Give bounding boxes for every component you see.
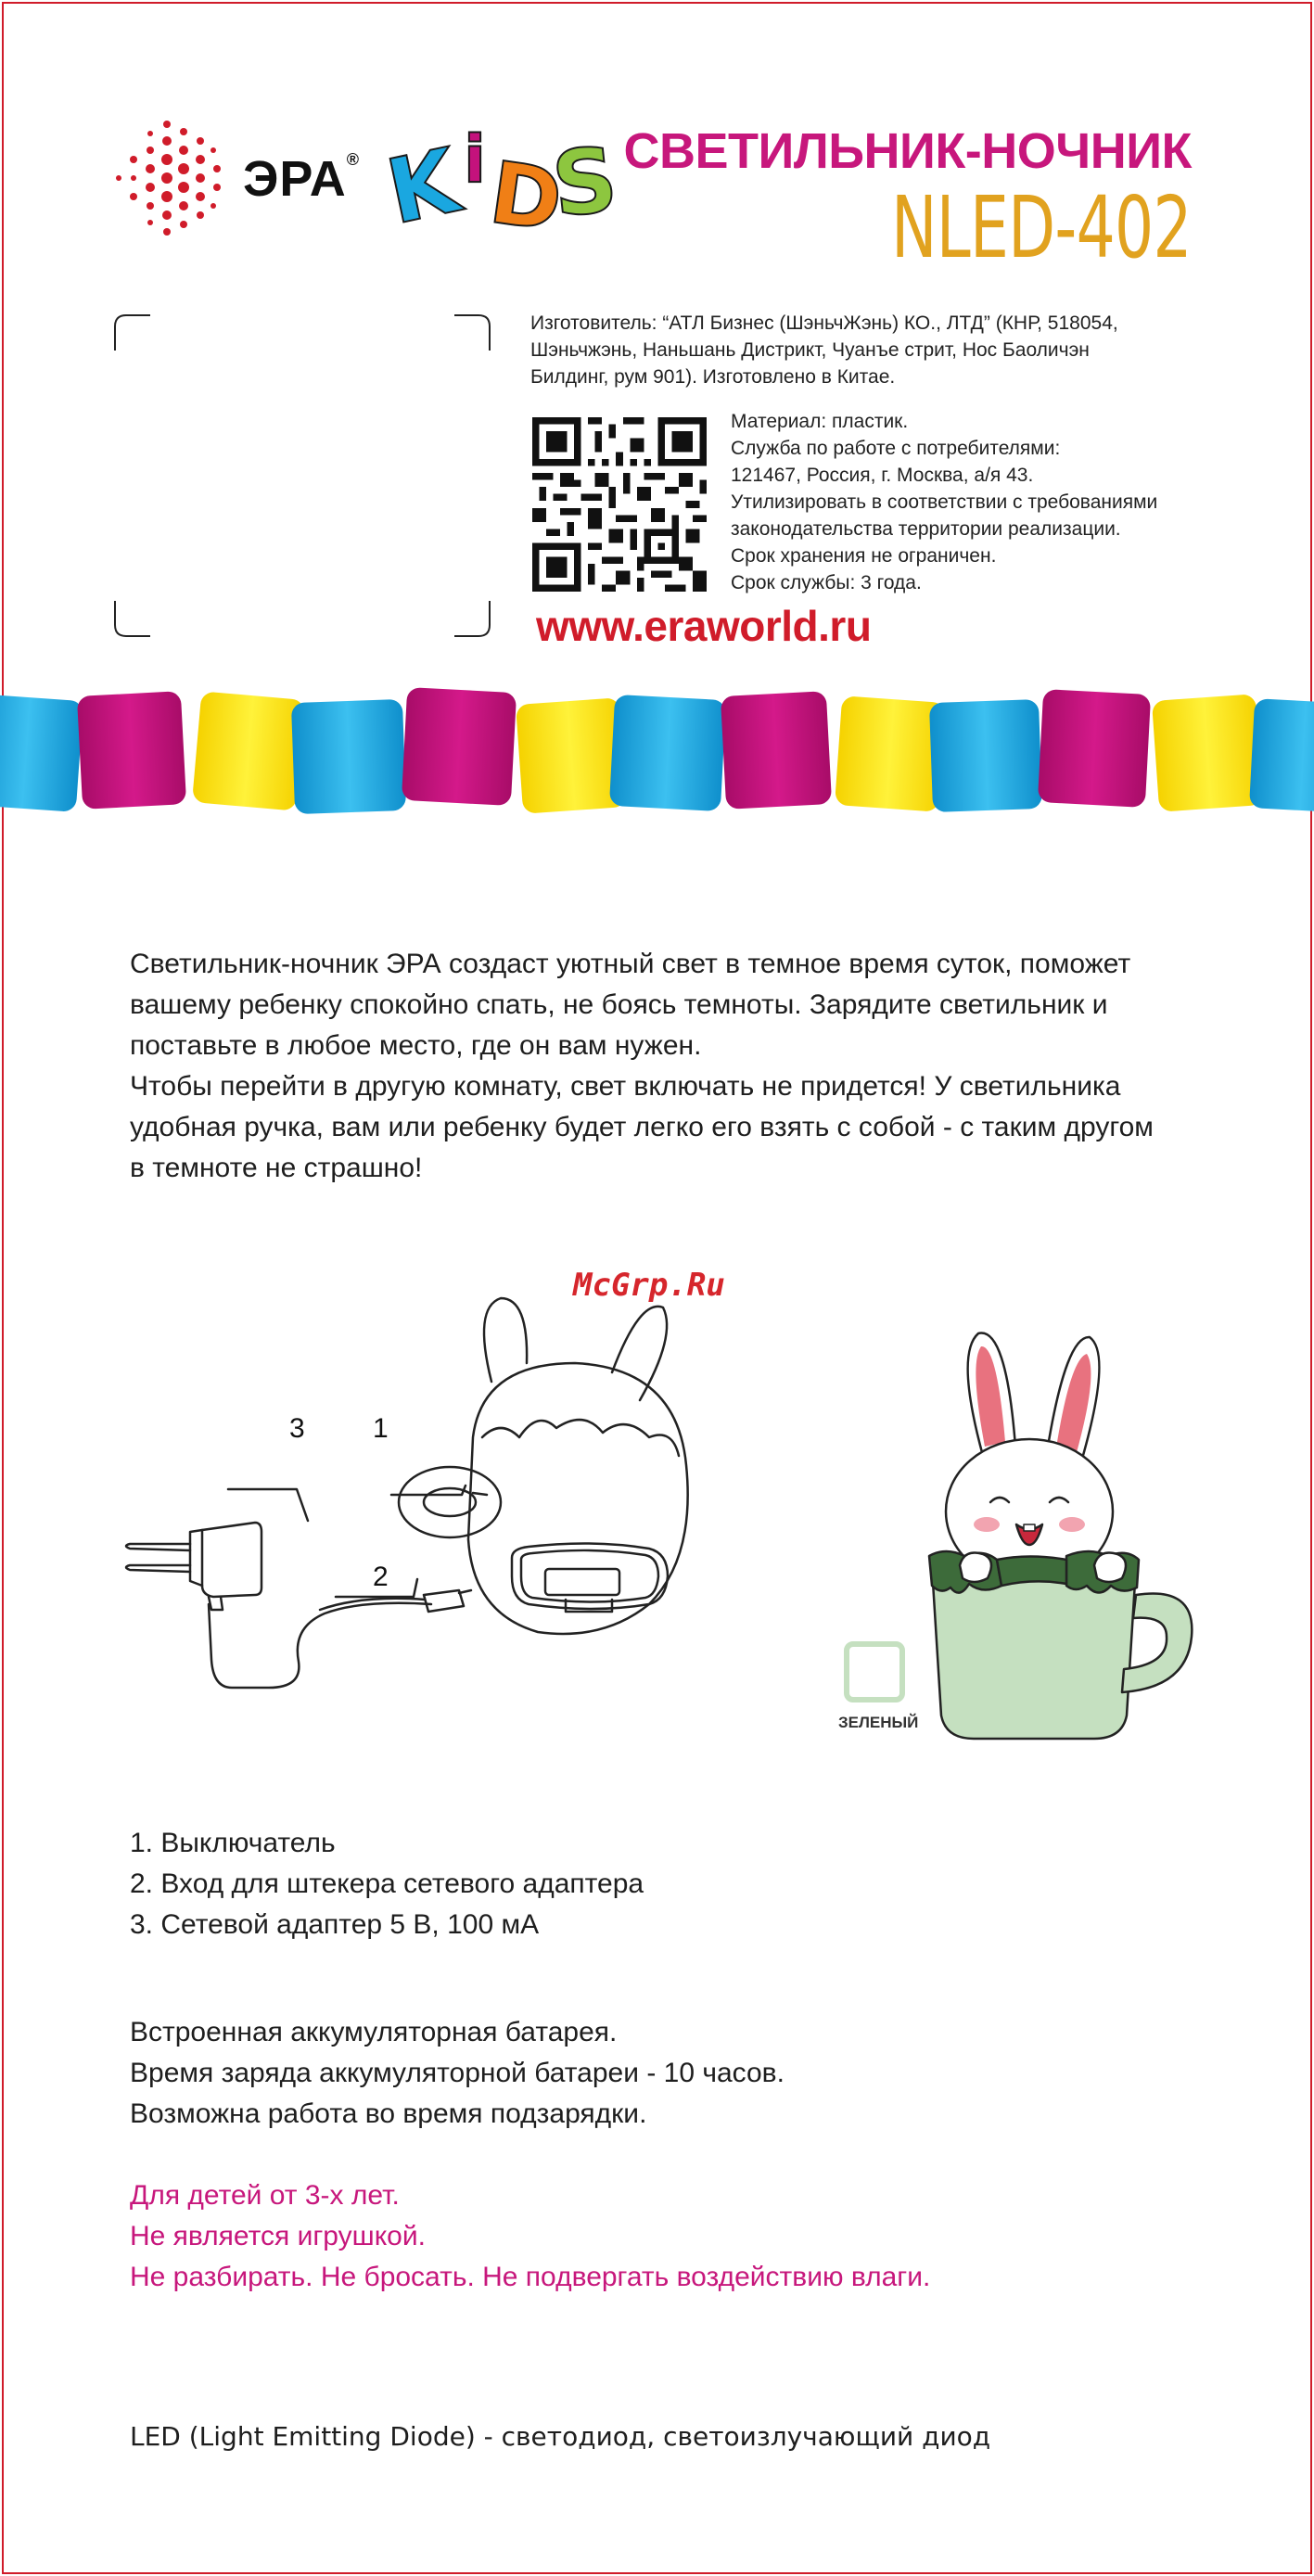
description-line: вашему ребенку спокойно спать, не боясь темноты. Зарядите светильник и: [130, 989, 1108, 1020]
watermark: McGrp.Ru: [573, 1267, 725, 1304]
product-details: [731, 408, 1157, 596]
model-block: [774, 178, 1192, 277]
product-model: NLED-402: [891, 178, 1192, 277]
led-note: LED (Light Emitting Diode) - светодиод, светоизлучающий диод: [130, 2421, 991, 2452]
battery-line: Возможна работа во время подзарядки.: [130, 2098, 647, 2129]
color-tile-strip: [0, 677, 1314, 835]
warning-line: Не разбирать. Не бросать. Не подвергать воздействию влаги.: [130, 2262, 931, 2292]
detail-line: 121467, Россия, г. Москва, а/я 43.: [731, 465, 1034, 486]
battery-line: Встроенная аккумуляторная батарея.: [130, 2017, 618, 2047]
detail-line: Срок службы: 3 года.: [731, 572, 922, 593]
color-label: ЗЕЛЕНЫЙ: [838, 1714, 919, 1731]
era-wordmark: [243, 150, 360, 208]
brand-name: ЭРА: [243, 151, 347, 207]
product-title: СВЕТИЛЬНИК-НОЧНИК: [623, 123, 1192, 179]
corner-marks-icon: [113, 313, 491, 638]
callout-3: 3: [289, 1413, 305, 1444]
description-line: Светильник-ночник ЭРА создаст уютный свет в темное время суток, поможет: [130, 949, 1131, 979]
detail-line: законодательства территории реализации.: [731, 518, 1121, 540]
description-line: в темноте не страшно!: [130, 1153, 423, 1183]
color-swatch-green: [844, 1641, 905, 1702]
detail-line: Утилизировать в соответствии с требованиями: [731, 491, 1158, 513]
website-link[interactable]: www.eraworld.ru: [536, 602, 872, 650]
qr-code-icon: [532, 417, 707, 592]
manufacturer-line: Билдинг, рум 901). Изготовлено в Китае.: [530, 366, 896, 388]
svg-text:K: K: [378, 128, 468, 245]
description: [130, 944, 1154, 1189]
description-line: поставьте в любое место, где он вам нужен.: [130, 1030, 702, 1061]
kids-logo: [378, 117, 629, 251]
description-line: Чтобы перейти в другую комнату, свет включать не придется! У светильника: [130, 1071, 1121, 1102]
era-logo: [109, 113, 230, 243]
svg-text:i: i: [464, 121, 486, 198]
battery-line: Время заряда аккумуляторной батареи - 10 часов.: [130, 2058, 785, 2088]
label-window: [113, 313, 491, 638]
qr-code[interactable]: [532, 417, 707, 592]
detail-line: Материал: пластик.: [731, 411, 909, 432]
callout-1: 1: [373, 1413, 389, 1444]
era-logo-icon: [109, 113, 230, 243]
bunny-mug-icon: [927, 1317, 1196, 1743]
warning-line: Для детей от 3-х лет.: [130, 2180, 400, 2211]
manufacturer-info: [530, 310, 1118, 390]
detail-line: Служба по работе с потребителями:: [731, 438, 1061, 459]
title-block: [624, 122, 1192, 180]
parts-list-item: 1. Выключатель: [130, 1828, 336, 1858]
registered-mark: ®: [346, 150, 360, 169]
detail-line: Срок хранения не ограничен.: [731, 545, 997, 567]
manufacturer-line: Изготовитель: “АТЛ Бизнес (ШэньчЖэнь) КО., ЛТД” (КНР, 518054,: [530, 312, 1118, 334]
battery-info: [130, 2012, 785, 2135]
warnings: [130, 2175, 930, 2298]
device-diagram: [93, 1280, 723, 1725]
parts-list-item: 2. Вход для штекера сетевого адаптера: [130, 1868, 644, 1899]
parts-list: [130, 1823, 644, 1945]
svg-text:S: S: [547, 127, 622, 238]
manufacturer-line: Шэньчжэнь, Наньшань Дистрикт, Чуанъе стрит, Нос Баоличэн: [530, 339, 1090, 361]
svg-text:D: D: [484, 143, 568, 251]
kids-logo-icon: [378, 117, 629, 251]
night-light-line-drawing: [93, 1280, 723, 1725]
parts-list-item: 3. Сетевой адаптер 5 В, 100 мА: [130, 1909, 540, 1940]
warning-line: Не является игрушкой.: [130, 2221, 426, 2251]
color-tiles-icon: [0, 677, 1314, 835]
bunny-mug-illustration: [927, 1317, 1196, 1743]
callout-2: 2: [373, 1562, 389, 1592]
description-line: удобная ручка, вам или ребенку будет легко его взять с собой - с таким другом: [130, 1112, 1154, 1142]
